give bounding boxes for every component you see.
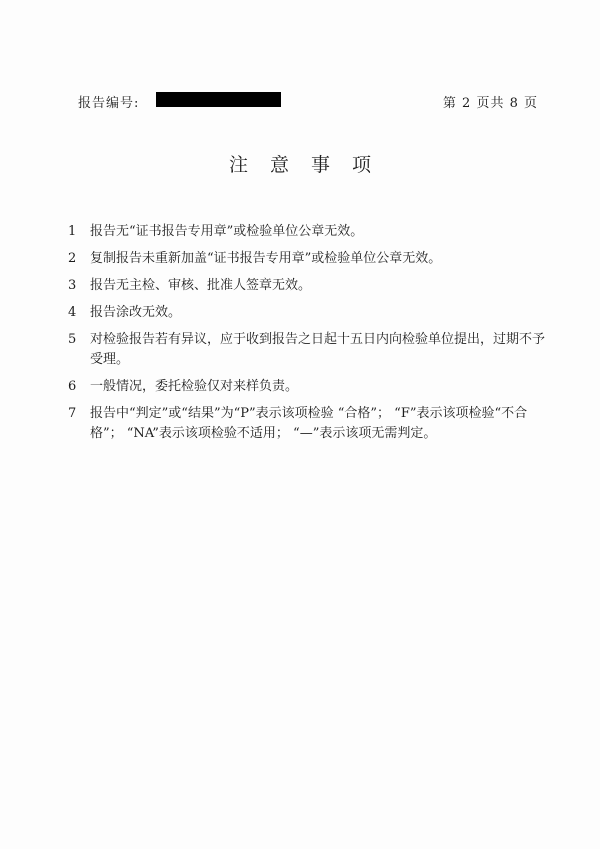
note-item [68,404,553,444]
note-item [68,303,553,323]
notes-list [68,222,553,451]
note-text: 报告涂改无效。 [90,305,182,320]
page-indicator: 第 2 页共 8 页 [442,96,538,111]
note-item [68,276,553,296]
note-number: 5 [68,332,77,347]
note-text: 报告无主检、审核、批准人签章无效。 [90,278,312,293]
note-text: 复制报告未重新加盖“证书报告专用章”或检验单位公章无效。 [90,251,442,266]
page-title: 注意事项 [228,154,393,176]
note-number: 6 [68,379,77,394]
note-text: 对检验报告若有异议，应于收到报告之日起十五日内向检验单位提出，过期不予受理。 [90,332,546,367]
note-number: 4 [68,305,77,320]
note-item [68,377,553,397]
note-text: 报告中“判定”或“结果”为“P”表示该项检验 “合格”； “F”表示该项检验“不合格”； “NA”表示该项检验不适用； “—”表示该项无需判定。 [90,406,528,441]
note-number: 2 [68,251,77,266]
note-number: 1 [68,224,77,239]
note-number: 3 [68,278,77,293]
page-header [78,92,538,112]
redacted-report-number [156,92,281,107]
note-text: 一般情况，委托检验仅对来样负责。 [90,379,299,394]
note-item [68,330,553,370]
note-item [68,222,553,242]
note-number: 7 [68,406,77,421]
report-number [78,92,139,111]
note-item [68,249,553,269]
note-text: 报告无“证书报告专用章”或检验单位公章无效。 [90,224,364,239]
report-number-label: 报告编号: [78,96,140,111]
